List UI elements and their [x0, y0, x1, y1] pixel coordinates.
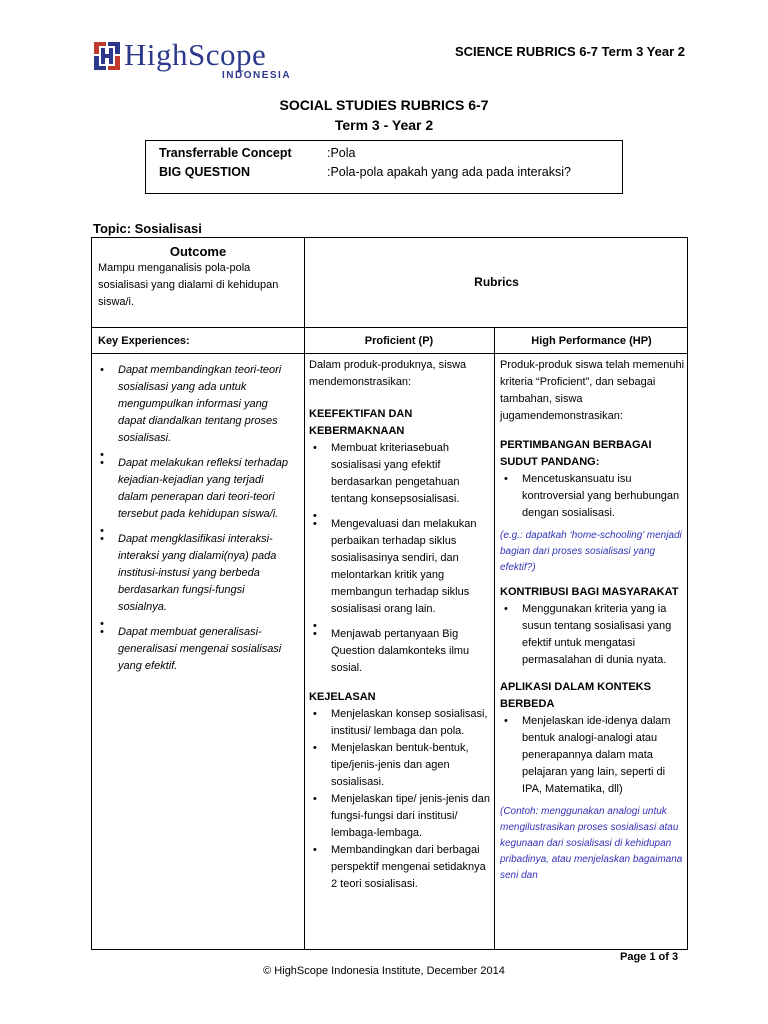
page-number: Page 1 of 3: [620, 951, 679, 963]
row-divider: [92, 327, 687, 328]
row-divider: [92, 353, 687, 354]
hp-intro: Produk-produk siswa telah memenuhi kriteria “Proficient”, dan sebagai tambahan, siswa jugamendemonstrasikan:: [500, 359, 685, 422]
logo-wordmark: HighScope: [124, 37, 267, 72]
list-item: • Menjelaskan tipe/ jenis-jenis dan fungsi-fungsi dari institusi/ lembaga-lembaga.: [309, 791, 491, 842]
proficient-section-heading: KEEFEKTIFAN DAN KEBERMAKNAAN: [309, 408, 413, 437]
proficient-heading: Proficient (P): [364, 335, 434, 347]
list-item: • Mengevaluasi dan melakukan perbaikan terhadap siklus sosialisasinya sendiri, dan melontarkan kritik yang membangun terhadap siklus sosialisasi orang lain.: [309, 516, 491, 618]
high-performance-heading: High Performance (HP): [531, 335, 652, 347]
list-item: • Menggunakan kriteria yang ia susun tentang sosialisasi yang efektif untuk mengatasi permasalahan di dunia nyata.: [500, 601, 686, 669]
spacer: [309, 508, 491, 516]
spacer: [309, 618, 491, 626]
list-item: • Membandingkan dari berbagai perspektif mengenai setidaknya 2 teori sosialisasi.: [309, 842, 491, 893]
outcome-text: Mampu menganalisis pola-pola sosialisasi yang dialami di kehidupan siswa/i.: [98, 262, 279, 308]
copyright-footer: © HighScope Indonesia Institute, December 2014: [263, 965, 505, 977]
list-item: • Menjawab pertanyaan Big Question dalamkonteks ilmu sosial.: [309, 626, 491, 677]
hp-example-note: (Contoh: menggunakan analogi untuk mengilustrasikan proses sosialisasi atau kegunaan dari sosialisasi di kehidupan pribadinya, atau menjelaskan bagaimana seni dan: [500, 806, 683, 881]
col-divider: [494, 327, 495, 949]
list-item: • Dapat mengklasifikasi interaksi-interaksi yang dialami(nya) pada institusi-instusi yang berbeda berdasarkan fungsi-fungsi sosialnya.: [96, 531, 296, 616]
page-subtitle: Term 3 - Year 2: [334, 117, 434, 133]
hp-example-note: (e.g.: dapatkah ‘home-schooling’ menjadi bagian dari proses sosialisasi yang efektif?): [500, 530, 682, 573]
hp-section-heading: KONTRIBUSI BAGI MASYARAKAT: [500, 586, 679, 598]
rubrics-heading: Rubrics: [474, 275, 519, 289]
list-item: • Dapat membandingkan teori-teori sosialisasi yang ada untuk mengumpulkan informasi yang dapat diandalkan tentang proses sosialisasi.: [96, 362, 296, 447]
spacer: [96, 523, 296, 531]
big-question-value: :Pola-pola apakah yang ada pada interaksi?: [327, 165, 571, 179]
proficient-column: [309, 357, 491, 893]
big-question-label: BIG QUESTION: [159, 165, 250, 179]
page-title: SOCIAL STUDIES RUBRICS 6-7: [279, 97, 489, 113]
concept-box: [145, 140, 623, 194]
hp-section-heading: APLIKASI DALAM KONTEKS BERBEDA: [500, 681, 651, 710]
high-performance-column: [500, 357, 686, 884]
list-item: • Menjelaskan ide-idenya dalam bentuk analogi-analogi atau penerapannya dalam mata pelajaran yang lain, seperti di IPA, Matematika, dll): [500, 713, 686, 798]
list-item: • Dapat membuat generalisasi-generalisasi mengenai sosialisasi yang efektif.: [96, 624, 296, 675]
list-item: • Menjelaskan konsep sosialisasi, institusi/ lembaga dan pola.: [309, 706, 491, 740]
list-item: • Dapat melakukan refleksi terhadap kejadian-kejadian yang terjadi dalam penerapan dari teori-teori tersebut pada kehidupan siswa/i.: [96, 455, 296, 523]
key-experiences-list: [96, 362, 296, 675]
spacer: [96, 447, 296, 455]
proficient-intro: Dalam produk-produknya, siswa mendemonstrasikan:: [309, 359, 467, 388]
hp-section-heading: PERTIMBANGAN BERBAGAI SUDUT PANDANG:: [500, 439, 652, 468]
list-item: • Mencetuskansuatu isu kontroversial yang berhubungan dengan sosialisasi.: [500, 471, 686, 522]
document-code: SCIENCE RUBRICS 6-7 Term 3 Year 2: [455, 44, 685, 59]
rubric-table: [91, 237, 688, 950]
list-item: • Menjelaskan bentuk-bentuk, tipe/jenis-jenis dan agen sosialisasi.: [309, 740, 491, 791]
spacer: [96, 616, 296, 624]
topic-heading: Topic: Sosialisasi: [93, 221, 202, 236]
proficient-section-heading: KEJELASAN: [309, 691, 376, 703]
highscope-logo-icon: [94, 42, 120, 70]
key-experiences-heading: Key Experiences:: [98, 335, 190, 347]
outcome-heading: Outcome: [169, 244, 227, 259]
concept-value: :Pola: [327, 146, 356, 160]
list-item: • Membuat kriteriasebuah sosialisasi yang efektif berdasarkan pengetahuan tentang konsepsosialisasi.: [309, 440, 491, 508]
logo-subtitle: INDONESIA: [222, 70, 292, 81]
concept-label: Transferrable Concept: [159, 146, 292, 160]
